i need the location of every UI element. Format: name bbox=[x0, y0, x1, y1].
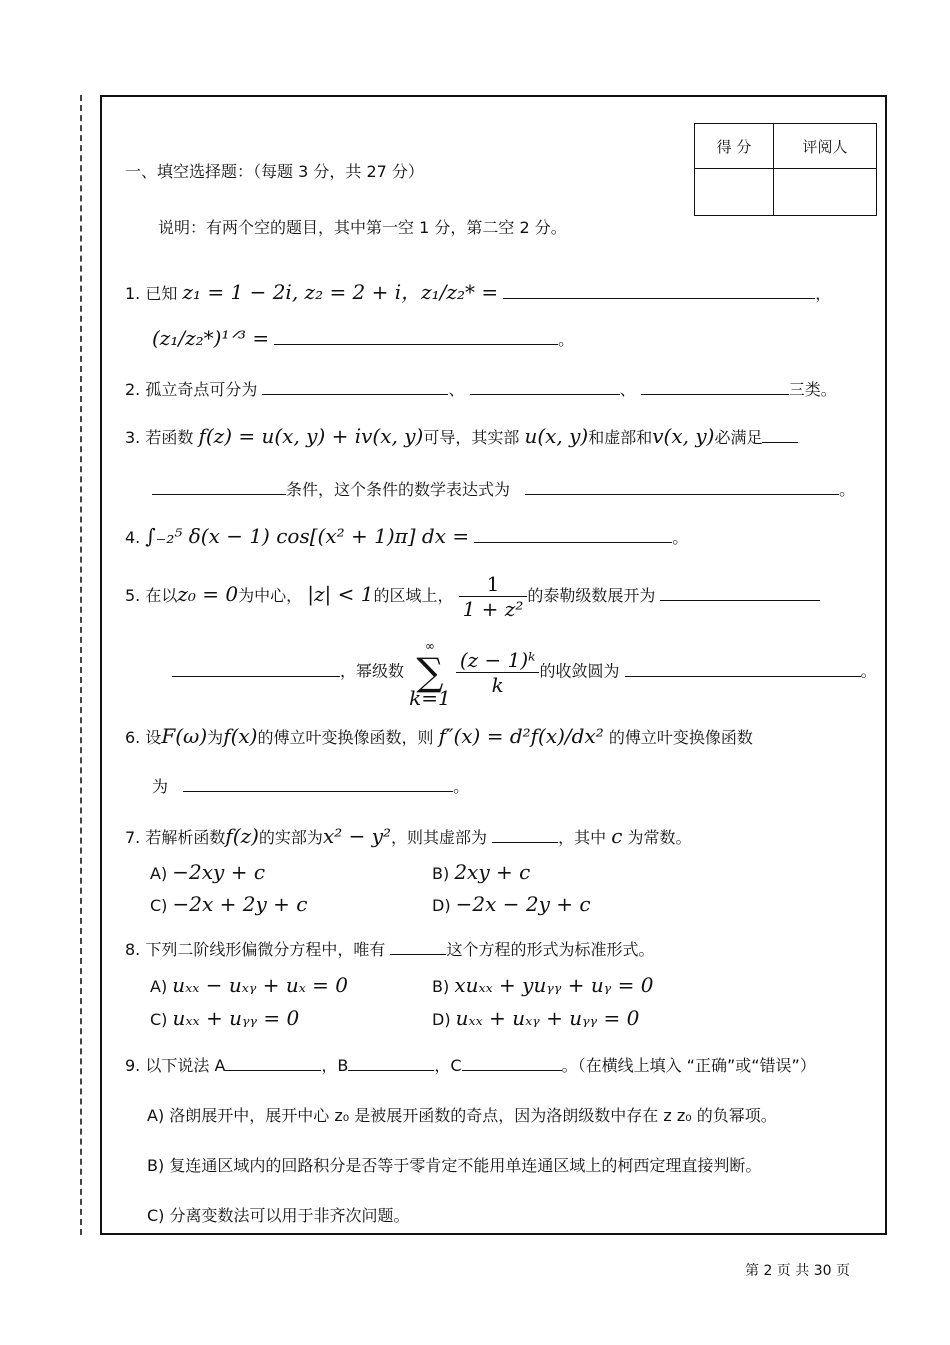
q8-option-a[interactable]: A) uₓₓ − uₓᵧ + uₓ = 0 bbox=[150, 973, 348, 997]
q2-blank-1[interactable] bbox=[262, 380, 448, 395]
q2-blank-2[interactable] bbox=[470, 380, 620, 395]
question-5-line1: 5. 在以z₀ = 0为中心， |z| < 1的区域上， $\frac{1}{\text{1 + z²}}$ 的泰勒级数展开为 bbox=[125, 572, 820, 621]
q3-blank-1b[interactable] bbox=[152, 480, 286, 495]
q6-blank[interactable] bbox=[183, 777, 453, 792]
q4-blank[interactable] bbox=[474, 528, 672, 543]
question-8: 8. 下列二阶线形偏微分方程中，唯有 这个方程的形式为标准形式。 bbox=[125, 940, 655, 959]
q1-expression: z₁ = 1 − 2i, z₂ = 2 + i，z₁/z₂* = bbox=[182, 280, 499, 304]
page-footer: 第 2 页 共 30 页 bbox=[745, 1263, 850, 1279]
section-title: 一、填空选择题：（每题 3 分，共 27 分） bbox=[125, 162, 424, 181]
question-6-line2: 为 。 bbox=[152, 777, 470, 796]
question-2: 2. 孤立奇点可分为 、 、 三类。 bbox=[125, 380, 837, 399]
q7-option-c[interactable]: C) −2x + 2y + c bbox=[150, 892, 308, 916]
q3-blank-1a[interactable] bbox=[762, 428, 798, 443]
q7-option-a[interactable]: A) −2xy + c bbox=[150, 860, 266, 884]
question-3-line1: 3. 若函数 f(z) = u(x, y) + iv(x, y)可导，其实部 u(x, y)和虚部和v(x, y)必满足 bbox=[125, 424, 798, 448]
question-4: 4. ∫₋₂⁵ δ(x − 1) cos[(x² + 1)π] dx = 。 bbox=[125, 524, 689, 548]
binding-margin-line bbox=[80, 95, 82, 1235]
question-1-line2: (z₁/z₂*)¹ᐟ³ = 。 bbox=[152, 326, 575, 350]
score-cell[interactable] bbox=[695, 169, 774, 216]
q9-blank-c[interactable] bbox=[462, 1056, 562, 1071]
question-7: 7. 若解析函数f(z)的实部为x² − y²，则其虚部为 ，其中 c 为常数。 bbox=[125, 824, 692, 848]
q1-blank-2[interactable] bbox=[274, 330, 558, 345]
q5-sum-fraction: $\frac{\text{(z − 1)ᵏ}}{k}$ bbox=[456, 648, 540, 697]
q8-option-d[interactable]: D) uₓₓ + uₓᵧ + uᵧᵧ = 0 bbox=[432, 1006, 640, 1030]
q2-blank-3[interactable] bbox=[641, 380, 789, 395]
score-table bbox=[694, 123, 877, 216]
grader-cell[interactable] bbox=[774, 169, 877, 216]
q5-sum-symbol: ∞ ∑ k=1 bbox=[409, 639, 451, 710]
q5-blank-2[interactable] bbox=[625, 662, 861, 677]
q9-statement-c: C) 分离变数法可以用于非齐次问题。 bbox=[147, 1206, 410, 1225]
q7-option-b[interactable]: B) 2xy + c bbox=[432, 860, 531, 884]
question-1-line1: 1. 已知 z₁ = 1 − 2i, z₂ = 2 + i，z₁/z₂* = ， bbox=[125, 280, 832, 304]
q5-fraction: $\frac{1}{\text{1 + z²}}$ bbox=[459, 572, 528, 621]
q7-blank[interactable] bbox=[492, 828, 558, 843]
grader-header: 评阅人 bbox=[774, 124, 877, 169]
q1-expression-2: (z₁/z₂*)¹ᐟ³ = bbox=[152, 326, 270, 350]
q5-blank-1b[interactable] bbox=[172, 662, 340, 677]
q5-blank-1a[interactable] bbox=[660, 586, 820, 601]
q9-blank-b[interactable] bbox=[348, 1056, 434, 1071]
q8-blank[interactable] bbox=[390, 940, 446, 955]
score-header: 得 分 bbox=[695, 124, 774, 169]
q3-blank-2[interactable] bbox=[525, 480, 839, 495]
question-5-line2: ，幂级数 ∞ ∑ k=1 $\frac{\text{(z − 1)ᵏ}}{k}$ 的收敛圆为 。 bbox=[172, 640, 877, 704]
question-9: 9. 以下说法 A ，B ，C 。（在横线上填入 “正确”或“错误”） bbox=[125, 1056, 816, 1075]
q9-statement-a: A) 洛朗展开中，展开中心 z₀ 是被展开函数的奇点，因为洛朗级数中存在 z z₀ 的负幂项。 bbox=[147, 1106, 777, 1125]
q1-blank-1[interactable] bbox=[503, 284, 815, 299]
q9-blank-a[interactable] bbox=[225, 1056, 321, 1071]
question-6-line1: 6. 设F(ω)为f(x)的傅立叶变换像函数，则 f″(x) = d²f(x)/dx² 的傅立叶变换像函数 bbox=[125, 724, 753, 748]
section-note: 说明：有两个空的题目，其中第一空 1 分，第二空 2 分。 bbox=[158, 218, 567, 237]
q8-option-b[interactable]: B) xuₓₓ + yuᵧᵧ + uᵧ = 0 bbox=[432, 973, 654, 997]
question-3-line2: 条件，这个条件的数学表达式为 。 bbox=[152, 477, 855, 500]
q4-integral: ∫₋₂⁵ δ(x − 1) cos[(x² + 1)π] dx = bbox=[145, 524, 470, 548]
q7-option-d[interactable]: D) −2x − 2y + c bbox=[432, 892, 591, 916]
q8-option-c[interactable]: C) uₓₓ + uᵧᵧ = 0 bbox=[150, 1006, 300, 1030]
q9-statement-b: B) 复连通区域内的回路积分是否等于零肯定不能用单连通区域上的柯西定理直接判断。 bbox=[147, 1156, 762, 1175]
